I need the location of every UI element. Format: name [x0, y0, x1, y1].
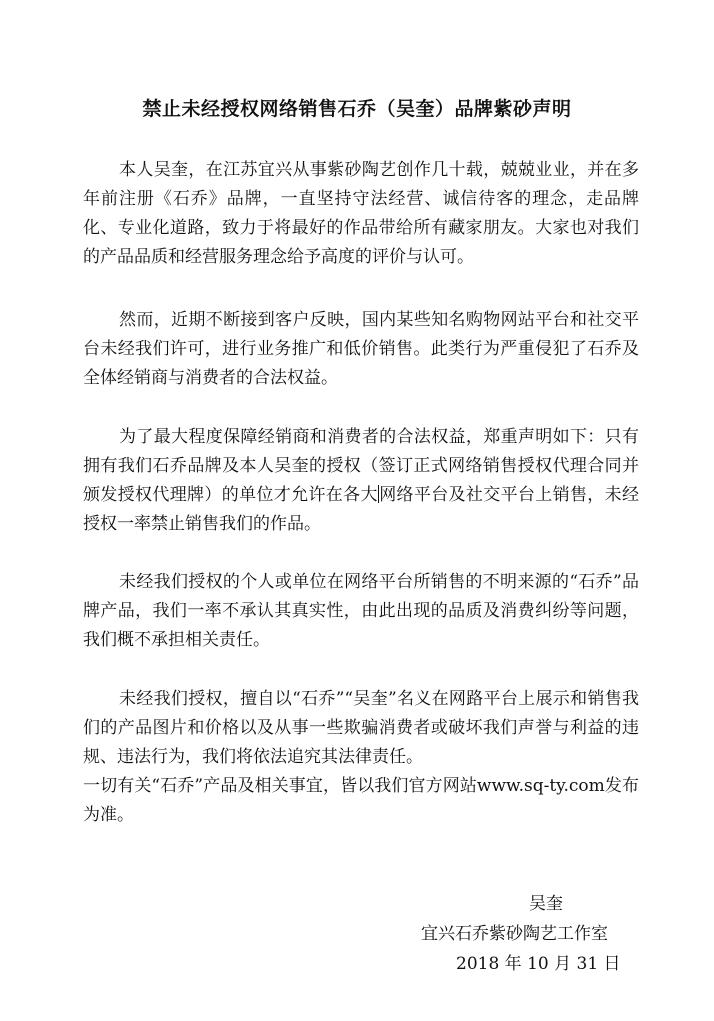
signature-date: 2018 年 10 月 31 日 [456, 954, 621, 974]
signature-studio: 宜兴石乔紫砂陶艺工作室 [421, 924, 608, 944]
declaration-text-part2: 网络平台及社交平台上销售，未经授权一率禁止销售我们的作品。 [83, 485, 639, 534]
paragraph-intro: 本人吴奎，在江苏宜兴从事紫砂陶艺创作几十载，兢兢业业，并在多年前注册《石乔》品牌，一直坚持守法经营、诚信待客的理念，走品牌化、专业化道路，致力于将最好的作品带给所有藏家朋友。大家也对我们的产品品质和经营服务理念给予高度的评价与认可。 [83, 160, 639, 267]
signature-name: 吴奎 [529, 894, 563, 914]
paragraph-declaration [83, 423, 639, 539]
paragraph-infringement: 然而，近期不断接到客户反映，国内某些知名购物网站平台和社交平台未经我们许可，进行业务推广和低价销售。此类行为严重侵犯了石乔及全体经销商与消费者的合法权益。 [83, 310, 639, 388]
document-title: 禁止未经授权网络销售石乔（吴奎）品牌紫砂声明 [142, 98, 572, 120]
paragraph-unauthorized-products: 未经我们授权的个人或单位在网络平台所销售的不明来源的“石乔”品牌产品，我们一率不承认其真实性，由此出现的品质及消费纠纷等问题，我们概不承担相关责任。 [83, 572, 639, 650]
declaration-text-part1: 为了最大程度保障经销商和消费者的合法权益，郑重声明如下：只有拥有我们石乔品牌及本人吴奎的授权（签订正式网络销售授权代理合同并颁发授权代理牌）的单位才允许在各大 [83, 427, 639, 505]
paragraph-legal-action: 未经我们授权，擅自以“石乔”“吴奎”名义在网路平台上展示和销售我们的产品图片和价格以及从事一些欺骗消费者或破坏我们声誉与利益的违规、违法行为，我们将依法追究其法律责任。 [83, 689, 639, 767]
paragraph-official-website: 一切有关“石乔”产品及相关事宜，皆以我们官方网站www.sq-ty.com发布为准。 [83, 776, 639, 825]
